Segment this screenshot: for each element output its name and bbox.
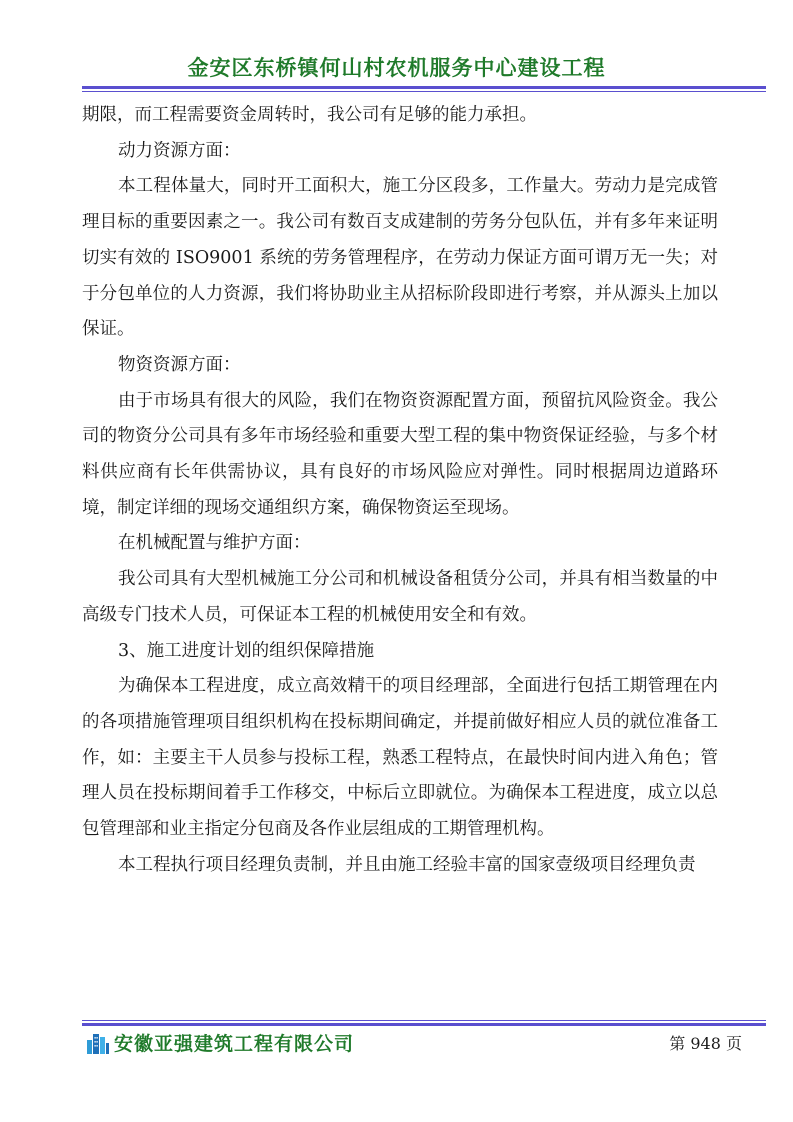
- paragraph-labor: 本工程体量大，同时开工面积大，施工分区段多，工作量大。劳动力是完成管理目标的重要因素之一。我公司有数百支成建制的劳务分包队伍，并有多年来证明切实有效的 ISO9001 系统的劳务管理程序，在劳动力保证方面可谓万无一失；对于分包单位的人力资源，我们将协助业主从招标阶段即进行考察，并从源头上加以保证。: [82, 176, 718, 340]
- header-divider-thick: [82, 86, 766, 89]
- page-header-title: 金安区东桥镇何山村农机服务中心建设工程: [187, 56, 606, 80]
- paragraph-materials: 由于市场具有很大的风险，我们在物资资源配置方面，预留抗风险资金。我公司的物资分公司具有多年市场经验和重要大型工程的集中物资保证经验，与多个材料供应商有长年供需协议，具有良好的市场风险应对弹性。同时根据周边道路环境，制定详细的现场交通组织方案，确保物资运至现场。: [82, 390, 718, 518]
- page-footer: [82, 1030, 742, 1058]
- section-heading-machinery: 在机械配置与维护方面：: [118, 533, 311, 554]
- section-heading-materials: 物资资源方面：: [118, 354, 241, 375]
- section-heading-schedule: 3、施工进度计划的组织保障措施: [118, 640, 375, 661]
- page-number: 第 948 页: [669, 1034, 742, 1053]
- footer-divider-thick: [82, 1023, 766, 1026]
- header-divider-thin: [82, 91, 766, 92]
- document-body: [82, 98, 718, 883]
- footer-divider-thin: [82, 1020, 766, 1021]
- footer-company-name: 安徽亚强建筑工程有限公司: [114, 1033, 355, 1055]
- building-logo-icon: [86, 1032, 110, 1054]
- paragraph-project-manager: 本工程执行项目经理负责制，并且由施工经验丰富的国家壹级项目经理负责: [118, 854, 696, 875]
- paragraph-schedule: 为确保本工程进度，成立高效精干的项目经理部，全面进行包括工期管理在内的各项措施管理项目组织机构在投标期间确定，并提前做好相应人员的就位准备工作，如：主要主干人员参与投标工程，熟悉工程特点，在最快时间内进入角色；管理人员在投标期间着手工作移交，中标后立即就位。为确保本工程进度，成立以总包管理部和业主指定分包商及各作业层组成的工期管理机构。: [82, 676, 718, 840]
- section-heading-labor: 动力资源方面：: [118, 140, 241, 161]
- paragraph-continuation: 期限，而工程需要资金周转时，我公司有足够的能力承担。: [82, 105, 537, 125]
- paragraph-machinery: 我公司具有大型机械施工分公司和机械设备租赁分公司，并具有相当数量的中高级专门技术人员，可保证本工程的机械使用安全和有效。: [82, 569, 718, 625]
